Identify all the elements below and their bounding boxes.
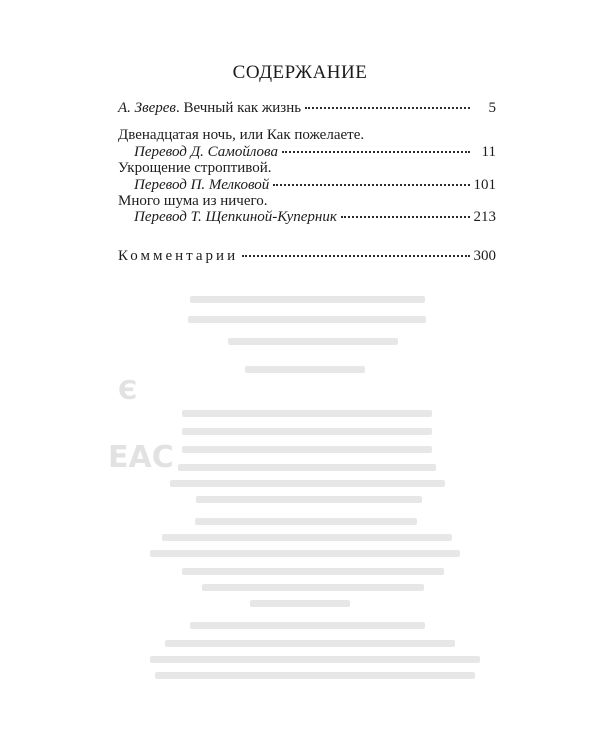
dot-leader: [273, 183, 469, 186]
toc-entry-much-ado: [134, 208, 496, 226]
toc-page-number: 300: [473, 248, 496, 264]
toc-author: А. Зверев: [118, 100, 176, 116]
toc-page-number: 213: [473, 209, 496, 225]
page-title: СОДЕРЖАНИЕ: [232, 62, 368, 83]
dot-leader: [242, 254, 469, 257]
toc-page-number: 5: [488, 100, 496, 116]
reverse-side-e-mark: Є: [118, 376, 138, 406]
toc-entry-label: [118, 99, 301, 117]
dot-leader: [282, 150, 470, 153]
toc-entry-intro: [118, 99, 496, 117]
toc-page-number: 101: [473, 177, 496, 193]
toc-play-title: Двенадцатая ночь, или Как пожелаете.: [118, 127, 365, 143]
dot-leader: [341, 215, 470, 218]
toc-entry-comments: [118, 247, 496, 265]
toc-title: . Вечный как жизнь: [175, 100, 302, 116]
toc-translator: Перевод П. Мелковой: [134, 177, 270, 193]
toc-translator: Перевод Д. Самойлова: [134, 144, 278, 160]
toc-page-number: 11: [481, 144, 496, 160]
toc-translator: Перевод Т. Щепкиной-Куперник: [134, 209, 337, 225]
toc-play-title: Много шума из ничего.: [118, 193, 268, 209]
toc-play-title: Укрощение строптивой.: [118, 160, 272, 176]
dot-leader: [305, 106, 470, 109]
reverse-side-eac-mark: ЕАС: [108, 440, 174, 475]
toc-comments-label: Комментарии: [118, 248, 239, 264]
